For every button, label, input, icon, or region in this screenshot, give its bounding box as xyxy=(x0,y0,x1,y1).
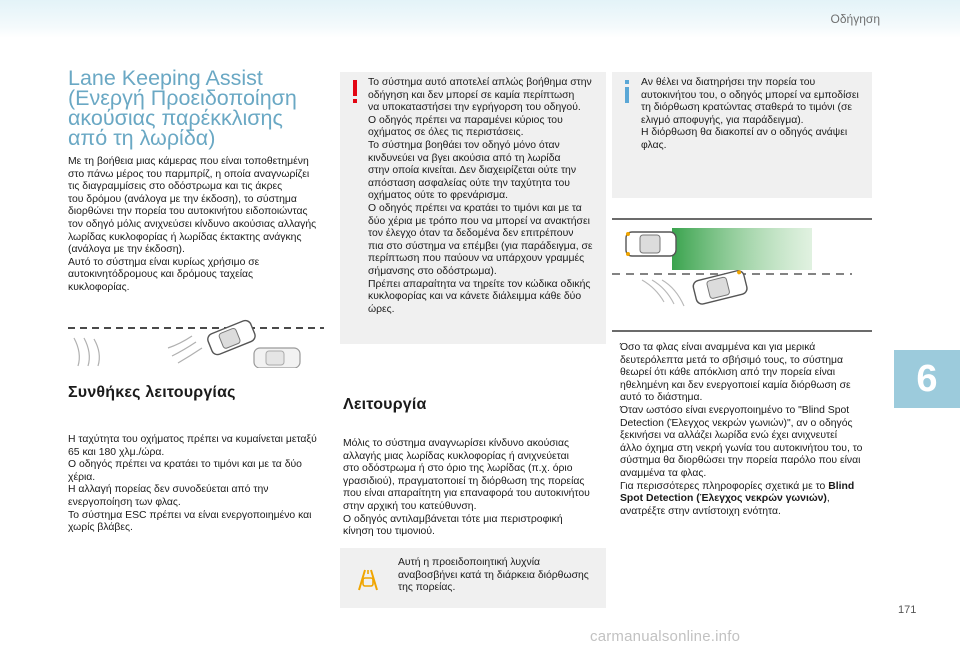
car-top-view-icon xyxy=(692,269,748,305)
watermark-text: carmanualsonline.info xyxy=(590,628,741,645)
exclamation-icon xyxy=(350,80,360,104)
text-line: που είναι απαραίτητη για επαναφορά του αυτοκινήτου xyxy=(343,488,590,500)
text-line: ενεργοποίηση των φλας. xyxy=(68,496,181,508)
text-line: τον έλεγχο όταν τα δεδομένα δεν επιτρέπουν xyxy=(368,228,574,240)
text-line: τις διαγραμμίσεις στο οδόστρωμα και τις άκρες xyxy=(68,181,283,193)
text-line: περίπτωση που παύουν να υπάρχουν γραμμές xyxy=(368,253,585,265)
text-line: αναβοσβήνει κατά τη διάρκεια διόρθωσης xyxy=(398,569,589,581)
text-line: Η ταχύτητα του οχήματος πρέπει να κυμαίνεται μεταξύ xyxy=(68,434,317,445)
reference-text: Για περισσότερες πληροφορίες σχετικά με το xyxy=(620,480,826,492)
text-line: αναμμένα τα φλας. xyxy=(620,467,707,479)
text-line: του δρόμου (ανάλογα με την έκδοση), το σύστημα xyxy=(68,193,297,205)
indicators-paragraph xyxy=(620,342,872,518)
text-line: οχήματος σε όλες τις περιστάσεις. xyxy=(368,127,524,139)
reference-line xyxy=(620,481,872,494)
text-line: χωρίς βλάβες. xyxy=(68,522,133,534)
lane-departure-illustration xyxy=(68,308,338,368)
text-line: λωρίδας κυκλοφορίας ή λωρίδας έκτακτης ανάγκης xyxy=(68,231,302,243)
text-line: 65 και 180 χλμ./ώρα. xyxy=(68,446,165,458)
car-top-view-icon xyxy=(206,319,257,357)
info-paragraph xyxy=(641,77,869,153)
operation-paragraph xyxy=(343,438,605,539)
text-line: στην οποία κινείται. Δεν διαχειρίζεται ούτε την xyxy=(368,165,577,177)
info-icon xyxy=(621,80,633,104)
conditions-paragraph xyxy=(68,434,338,535)
reference-text: , xyxy=(826,493,830,505)
text-line: Η διόρθωση θα διακοπεί αν ο οδηγός ανάψει xyxy=(641,127,848,139)
motion-trail-arcs xyxy=(74,336,202,366)
text-line: κυκλοφορίας. xyxy=(68,281,130,293)
text-line: Το σύστημα βοηθάει τον οδηγό μόνο όταν xyxy=(368,139,560,151)
text-line: Όσο τα φλας είναι αναμμένα και για μερικά xyxy=(620,342,816,353)
text-line: σύστημα θα διορθώσει την πορεία παρόλο που είναι xyxy=(620,455,861,467)
text-line: να υποκαταστήσει την εγρήγορση του οδηγού. xyxy=(368,102,581,114)
text-line: στην αρχική του κατεύθυνση. xyxy=(343,500,477,512)
text-line: αυτοκινητόδρομους και δρόμους ταχείας xyxy=(68,269,254,281)
text-line: Πρέπει απαραίτητα να τηρείτε τον κώδικα οδικής xyxy=(368,278,591,290)
operation-heading: Λειτουργία xyxy=(343,396,427,413)
text-line: Ο οδηγός πρέπει να κρατάει το τιμόνι και με τα δύο xyxy=(68,459,302,471)
text-line: πια στο σύστημα να επέμβει (για παράδειγμα, σε xyxy=(368,240,593,252)
text-line: Ο οδηγός πρέπει να κρατάει το τιμόνι και με τα xyxy=(368,202,582,214)
text-line: ελιγμό αποφυγής, για παράδειγμα). xyxy=(641,114,804,126)
other-vehicle-icon xyxy=(626,232,676,256)
blind-spot-illustration xyxy=(612,222,872,320)
text-line: Μόλις το σύστημα αναγνωρίσει κίνδυνο ακούσιας xyxy=(343,438,570,449)
header-band xyxy=(0,0,960,38)
title-line: (Ενεργή Προειδοποίηση xyxy=(68,86,297,110)
warning-paragraph xyxy=(368,77,604,316)
motion-trail-arcs xyxy=(642,280,684,306)
text-line: δύο χέρια με τρόπο που να μπορεί να ανακτήσει xyxy=(368,215,590,227)
text-line: ξεκινήσει να αλλάζει λωρίδα ενώ έχει ανιχνευτεί xyxy=(620,430,838,442)
page-title xyxy=(68,68,338,148)
intro-paragraph xyxy=(68,156,338,295)
text-line: Με τη βοήθεια μιας κάμερας που είναι τοποθετημένη xyxy=(68,156,309,167)
text-line: θεωρεί ότι κάθε απόκλιση από την πορεία είναι xyxy=(620,367,836,379)
lane-keeping-warning-lamp-icon xyxy=(356,565,380,593)
text-line: Το σύστημα αυτό αποτελεί απλώς βοήθημα στην xyxy=(368,77,592,88)
text-line: Ο οδηγός αντιλαμβάνεται τότε μια περιστροφική xyxy=(343,513,563,525)
text-line: Detection (Έλεγχος νεκρών γωνιών)", αν ο οδηγός xyxy=(620,417,853,429)
text-line: Η αλλαγή πορείας δεν συνοδεύεται από την xyxy=(68,484,269,496)
text-line: στο οδόστρωμα ή στο όριο της λωρίδας (π.χ. όριο xyxy=(343,463,573,475)
text-line: κινδυνεύει να βγει ακούσια από τη λωρίδα xyxy=(368,152,561,164)
text-line: (ανάλογα με την έκδοση). xyxy=(68,244,185,256)
text-line: αυτοκινήτου του, ο οδηγός μπορεί να εμποδίσει xyxy=(641,89,859,101)
text-line: αυτό το διάστημα. xyxy=(620,392,703,404)
chapter-number-tab: 6 xyxy=(894,350,960,408)
text-line: ώρες. xyxy=(368,303,395,315)
text-line: Το σύστημα ESC πρέπει να είναι ενεργοποιημένο και xyxy=(68,509,312,521)
text-line: κυκλοφορίας και να κάνετε διάλειμμα κάθε δύο xyxy=(368,291,582,303)
section-header-title: Οδήγηση xyxy=(830,12,880,26)
title-line: από τη λωρίδα) xyxy=(68,126,216,150)
text-line: άλλο όχημα στη νεκρή γωνία του αυτοκινήτου του, το xyxy=(620,442,863,454)
text-line: Αυτή η προειδοποιητική λυχνία xyxy=(398,557,541,568)
reference-line xyxy=(620,493,872,506)
text-line: οχήματος ούτε το φρενάρισμα. xyxy=(368,190,509,202)
text-line: τον οδηγό μόλις ανιχνεύσει κίνδυνο ακούσιας αλλαγής xyxy=(68,218,317,230)
page-number: 171 xyxy=(898,604,917,616)
text-line: κίνηση του τιμονιού. xyxy=(343,526,435,538)
title-line: ακούσιας παρέκκλισης xyxy=(68,106,283,130)
text-line: Αυτό το σύστημα είναι κυρίως χρήσιμο σε xyxy=(68,256,260,268)
text-line: δευτερόλεπτα μετά το σβήσιμό τους, το σύστημα xyxy=(620,354,844,366)
text-line: Ο οδηγός πρέπει να παραμένει κύριος του xyxy=(368,114,563,126)
text-line: χέρια. xyxy=(68,471,96,483)
text-line: σήμανσης στο οδόστρωμα). xyxy=(368,265,497,277)
text-line: Όταν ωστόσο είναι ενεργοποιημένο το "Blind Spot xyxy=(620,404,850,416)
text-line: απόσταση ασφαλείας ούτε την ταχύτητα του xyxy=(368,177,570,189)
title-line: Lane Keeping Assist xyxy=(68,66,263,90)
reference-feature-name: Blind xyxy=(828,480,855,492)
text-line: τη διόρθωση κρατώντας σταθερά το τιμόνι (σε xyxy=(641,102,853,114)
text-line: της πορείας. xyxy=(398,582,456,594)
figure-bottom-rule xyxy=(612,330,872,332)
blurred-car-top-view-icon xyxy=(254,348,300,368)
blind-spot-zone xyxy=(672,228,812,270)
text-line: Αν θέλει να διατηρήσει την πορεία του xyxy=(641,77,816,88)
reference-feature-name: Spot Detection (Έλεγχος νεκρών γωνιών) xyxy=(620,493,827,505)
figure-top-rule xyxy=(612,218,872,220)
reference-text: ανατρέξτε στην αντίστοιχη ενότητα. xyxy=(620,505,781,517)
text-line: οδήγηση και δεν μπορεί σε καμία περίπτωση xyxy=(368,89,575,101)
text-line: φλας. xyxy=(641,139,667,151)
text-line: ηθελημένη και δεν ενεργοποιεί καμία διόρθωση σε xyxy=(620,379,851,391)
text-line: στο πάνω μέρος του παρμπρίζ, η οποία αναγνωρίζει xyxy=(68,168,310,180)
text-line: αλλαγής μιας λωρίδας κυκλοφορίας ή ανιχνεύεται xyxy=(343,450,569,462)
text-line: γρασιδιού), πραγματοποιεί τη διόρθωση της πορείας xyxy=(343,475,585,487)
conditions-heading: Συνθήκες λειτουργίας xyxy=(68,384,236,401)
lamp-note-paragraph xyxy=(398,557,603,595)
text-line: διορθώνει την πορεία του αυτοκινήτου ειδοποιώντας xyxy=(68,206,308,218)
